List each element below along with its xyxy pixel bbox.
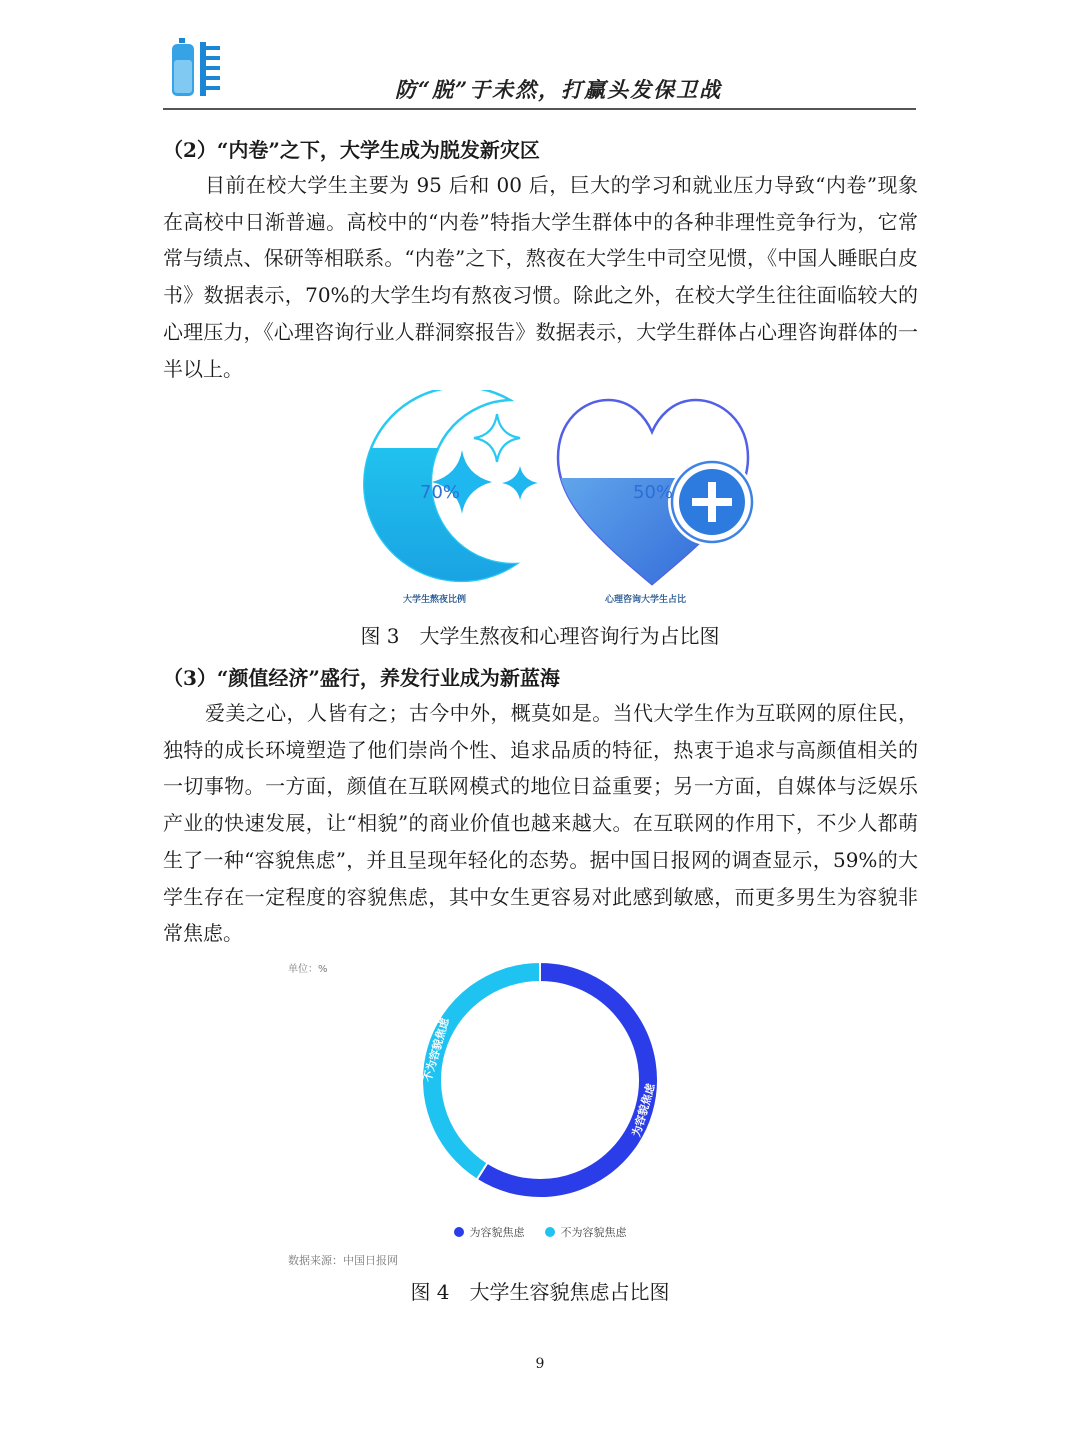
section-heading: （3）“颜值经济”盛行，养发行业成为新蓝海 bbox=[163, 666, 560, 690]
heart-percentage: 50% bbox=[633, 482, 674, 503]
donut-chart bbox=[410, 950, 670, 1210]
legend-label: 为容貌焦虑 bbox=[469, 1226, 525, 1239]
bottle-comb-icon bbox=[168, 38, 224, 98]
page-number: 9 bbox=[535, 1356, 545, 1372]
header-motto: 防“脱”于未然，打赢头发保卫战 bbox=[395, 77, 723, 102]
section-heading: （2）“内卷”之下，大学生成为脱发新灾区 bbox=[163, 138, 540, 162]
chart-legend bbox=[0, 1224, 1080, 1240]
figure-3-svg bbox=[340, 390, 760, 590]
heart-caption: 心理咨询大学生占比 bbox=[605, 595, 687, 605]
unit-note: 单位：% bbox=[288, 964, 328, 975]
donut-slice-label: 为容貌焦虑 bbox=[629, 1081, 658, 1139]
legend-dot-icon bbox=[545, 1227, 555, 1237]
source-note: 数据来源：中国日报网 bbox=[288, 1254, 398, 1267]
figure-3-caption: 图 3 大学生熬夜和心理咨询行为占比图 bbox=[360, 624, 720, 648]
legend-item-anxious bbox=[454, 1224, 525, 1240]
legend-dot-icon bbox=[454, 1227, 464, 1237]
section-paragraph: 爱美之心，人皆有之；古今中外，概莫如是。当代大学生作为互联网的原住民，独特的成长环境塑造了他们崇尚个性、追求品质的特征，热衷于追求与高颜值相关的一切事物。一方面，颜值在互联网模式的地位日益重要；另一方面，自媒体与泛娱乐产业的快速发展，让“相貌”的商业价值也越来越大。在互联网的作用下，不少人都萌生了一种“容貌焦虑”，并且呈现年轻化的态势。据中国日报网的调查显示，59%的大学生存在一定程度的容貌焦虑，其中女生更容易对此感到敏感，而更多男生为容貌非常焦虑。 bbox=[163, 701, 918, 946]
legend-label: 不为容貌焦虑 bbox=[560, 1226, 627, 1239]
header-logo bbox=[168, 38, 224, 98]
figure-4-caption: 图 4 大学生容貌焦虑占比图 bbox=[410, 1280, 670, 1304]
header-divider bbox=[163, 108, 916, 110]
donut-svg bbox=[410, 950, 670, 1210]
figure-3-graphic bbox=[340, 390, 760, 590]
moon-percentage: 70% bbox=[420, 482, 461, 503]
donut-slice-1 bbox=[422, 962, 540, 1180]
legend-item-not-anxious bbox=[545, 1224, 627, 1240]
section-paragraph: 目前在校大学生主要为 95 后和 00 后，巨大的学习和就业压力导致“内卷”现象在高校中日渐普遍。高校中的“内卷”特指大学生群体中的各种非理性竞争行为，它常常与绩点、保研等相联系。“内卷”之下，熬夜在大学生中司空见惯，《中国人睡眠白皮书》数据表示，70%的大学生均有熬夜习惯。除此之外，在校大学生往往面临较大的心理压力，《心理咨询行业人群洞察报告》数据表示，大学生群体占心理咨询群体的一半以上。 bbox=[163, 173, 918, 381]
donut-slice-label: 不为容貌焦虑 bbox=[420, 1016, 452, 1084]
donut-slice-0 bbox=[477, 962, 658, 1198]
moon-caption: 大学生熬夜比例 bbox=[403, 595, 467, 605]
